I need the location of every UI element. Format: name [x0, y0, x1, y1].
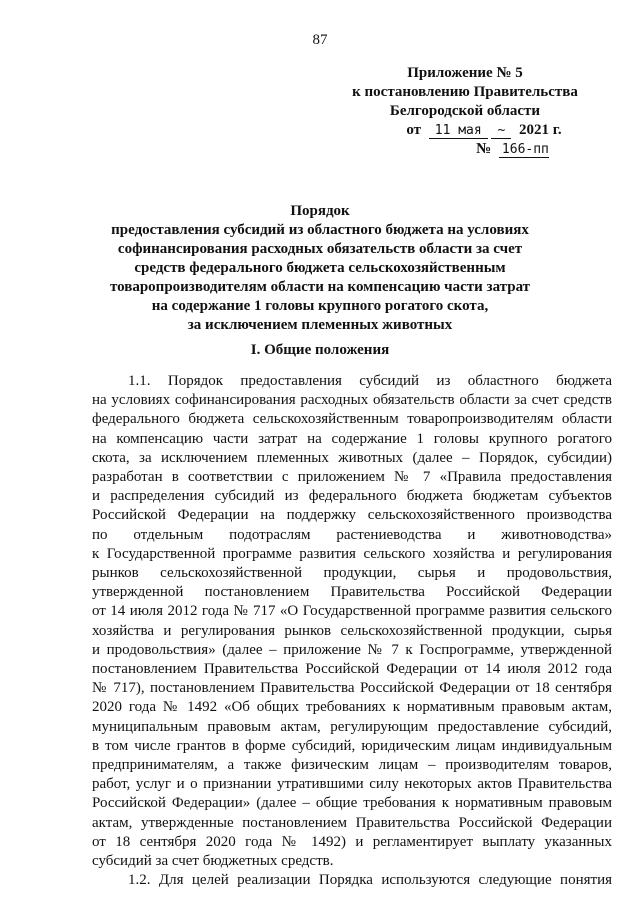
paragraph-line: скота, за исключением племенных животных (далее – Порядок, субсидии) — [92, 449, 612, 466]
number-value: 166-пп — [499, 142, 549, 158]
paragraph-line: муниципальным правовым актам, регулирующим предоставление субсидий, — [92, 718, 612, 735]
paragraph-line: хозяйства и регулирования рынков сельскохозяйственной продукции, сырья — [92, 622, 612, 639]
paragraph-line: № 717), постановлением Правительства Российской Федерации от 18 сентября — [92, 680, 612, 697]
date-year: 2021 г. — [519, 122, 562, 138]
paragraph-line: утвержденной постановлением Правительства Российской Федерации — [92, 584, 612, 601]
date-day-month: 11 мая — [429, 123, 488, 139]
paragraph-line: 2020 года № 1492 «Об общих требованиях к нормативным правовым актам, — [92, 699, 612, 716]
paragraph-line: на компенсацию части затрат на содержание 1 головы крупного рогатого — [92, 430, 612, 447]
paragraph-line: предпринимателям, а также физическим лицам – производителям товаров, — [92, 757, 612, 774]
title-line: на содержание 1 головы крупного рогатого скота, — [151, 298, 489, 314]
paragraph-line: 1.1. Порядок предоставления субсидий из областного бюджета — [128, 373, 612, 389]
title-line: товаропроизводителям области на компенсацию части затрат — [109, 279, 531, 295]
appendix-date — [368, 121, 600, 140]
date-mark: ~ — [491, 123, 511, 139]
paragraph-line: федерального бюджета сельскохозяйственным товаропроизводителям области — [92, 411, 612, 428]
appendix-title: Приложение № 5 — [407, 65, 523, 81]
paragraph-line: Российской Федерации» (далее – общие требования к нормативным правовым — [92, 795, 612, 812]
title-line: предоставления субсидий из областного бюджета на условиях — [111, 222, 529, 238]
paragraph-line: от 14 июля 2012 года № 717 «О Государственной программе развития сельского — [92, 603, 612, 620]
paragraph-line: субсидий за счет бюджетных средств. — [92, 853, 334, 870]
number-prefix: № — [476, 141, 492, 157]
paragraph-line: и распределения субсидий из федерального бюджета бюджетам субъектов — [92, 488, 612, 505]
paragraph-line: в том числе грантов в форме субсидий, юридическим лицам индивидуальным — [92, 737, 612, 754]
paragraph-line: и продовольствия» (далее – приложение № 7 к Госпрограмме, утвержденной — [92, 641, 612, 658]
paragraph-line: разработан в соответствии с приложением № 7 «Правила предоставления — [92, 469, 612, 486]
paragraph-line: к Государственной программе развития сельского хозяйства и регулирования — [92, 545, 612, 562]
title-line: средств федерального бюджета сельскохозяйственным — [134, 260, 506, 276]
paragraph-line: по отдельным подотраслям растениеводства и животноводства» — [92, 526, 612, 543]
body-text — [92, 372, 612, 890]
page-number: 87 — [312, 32, 328, 48]
paragraph-line: постановлением Правительства Российской Федерации от 14 июля 2012 года — [92, 661, 612, 678]
appendix-resolution: к постановлению Правительства — [352, 84, 578, 100]
paragraph-line: актам, утвержденные постановлением Правительства Российской Федерации — [92, 814, 612, 831]
appendix-header — [330, 64, 600, 159]
appendix-region: Белгородской области — [389, 103, 541, 119]
paragraph-line: от 18 сентября 2020 года № 1492) и регламентирует выплату указанных — [92, 833, 612, 850]
title-line: за исключением племенных животных — [187, 317, 453, 333]
title-line: Порядок — [290, 203, 350, 219]
title-line: софинансирования расходных обязательств области за счет — [117, 241, 523, 257]
section-heading: I. Общие положения — [250, 342, 390, 358]
paragraph-line: рынков сельскохозяйственной продукции, сырья и продовольствия, — [92, 565, 612, 582]
paragraph-line: Российской Федерации на поддержку сельскохозяйственного производства — [92, 507, 612, 524]
paragraph-line: работ, услуг и о признании утратившими силу некоторых актов Правительства — [92, 776, 612, 793]
paragraph-line: на условиях софинансирования расходных обязательств области за счет средств — [92, 392, 612, 409]
document-title — [100, 202, 540, 335]
date-prefix: от — [406, 122, 421, 138]
paragraph-line: 1.2. Для целей реализации Порядка используются следующие понятия — [128, 872, 612, 889]
appendix-number — [425, 140, 600, 159]
